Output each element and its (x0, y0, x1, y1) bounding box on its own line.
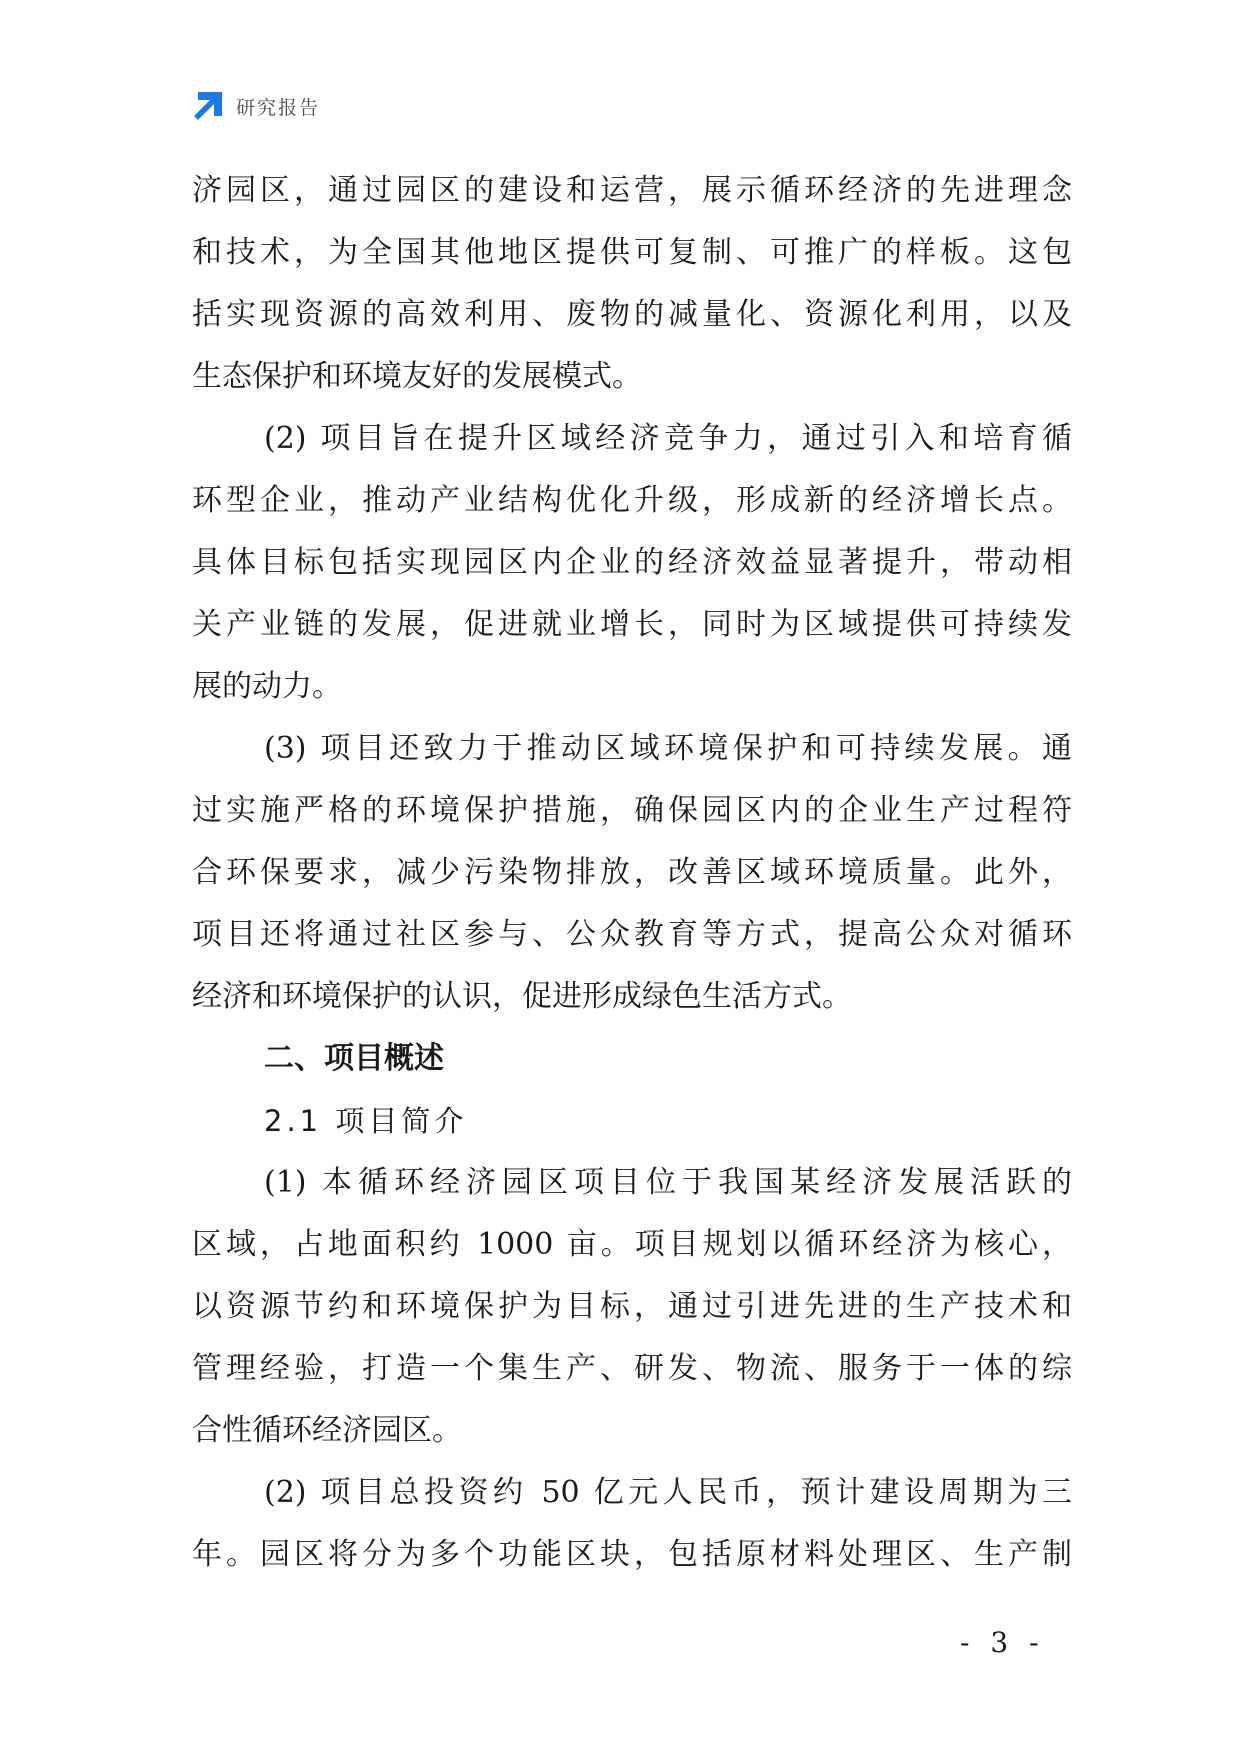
text-line: 生态保护和环境友好的发展模式。 (192, 359, 642, 394)
subsection-heading: 2.1 项目简介 (264, 1104, 468, 1138)
text-line: 区域，占地面积约 1000 亩。项目规划以循环经济为核心， (192, 1227, 1072, 1262)
section-heading: 二、项目概述 (264, 1041, 444, 1076)
text-line: 经济和环境保护的认识，促进形成绿色生活方式。 (192, 979, 852, 1014)
text-line: 年。园区将分为多个功能区块，包括原材料处理区、生产制 (192, 1537, 1072, 1572)
text-line: 管理经验，打造一个集生产、研发、物流、服务于一体的综 (192, 1351, 1072, 1386)
text-line: 环型企业，推动产业结构优化升级，形成新的经济增长点。 (192, 483, 1072, 518)
document-body (192, 160, 1072, 1586)
text-line: 合性循环经济园区。 (192, 1413, 462, 1448)
text-line: (2) 项目旨在提升区域经济竞争力，通过引入和培育循 (264, 421, 1072, 456)
page-number: - 3 - (960, 1626, 1045, 1659)
text-line: 括实现资源的高效利用、废物的减量化、资源化利用，以及 (192, 297, 1072, 332)
header-title: 研究报告 (236, 96, 321, 119)
arrow-up-right-icon (192, 90, 224, 122)
page-header (192, 90, 320, 122)
text-line: 具体目标包括实现园区内企业的经济效益显著提升，带动相 (192, 545, 1072, 580)
text-line: 和技术，为全国其他地区提供可复制、可推广的样板。这包 (192, 235, 1072, 270)
text-line: 济园区，通过园区的建设和运营，展示循环经济的先进理念 (192, 173, 1072, 208)
text-line: (3) 项目还致力于推动区域环境保护和可持续发展。通 (264, 731, 1072, 766)
text-line: 展的动力。 (192, 669, 342, 704)
text-line: 项目还将通过社区参与、公众教育等方式，提高公众对循环 (192, 917, 1072, 952)
text-line: (2) 项目总投资约 50 亿元人民币，预计建设周期为三 (264, 1475, 1072, 1510)
text-line: 过实施严格的环境保护措施，确保园区内的企业生产过程符 (192, 793, 1072, 828)
text-line: (1) 本循环经济园区项目位于我国某经济发展活跃的 (264, 1165, 1072, 1200)
text-line: 以资源节约和环境保护为目标，通过引进先进的生产技术和 (192, 1289, 1072, 1324)
text-line: 合环保要求，减少污染物排放，改善区域环境质量。此外， (192, 855, 1072, 890)
text-line: 关产业链的发展，促进就业增长，同时为区域提供可持续发 (192, 607, 1072, 642)
